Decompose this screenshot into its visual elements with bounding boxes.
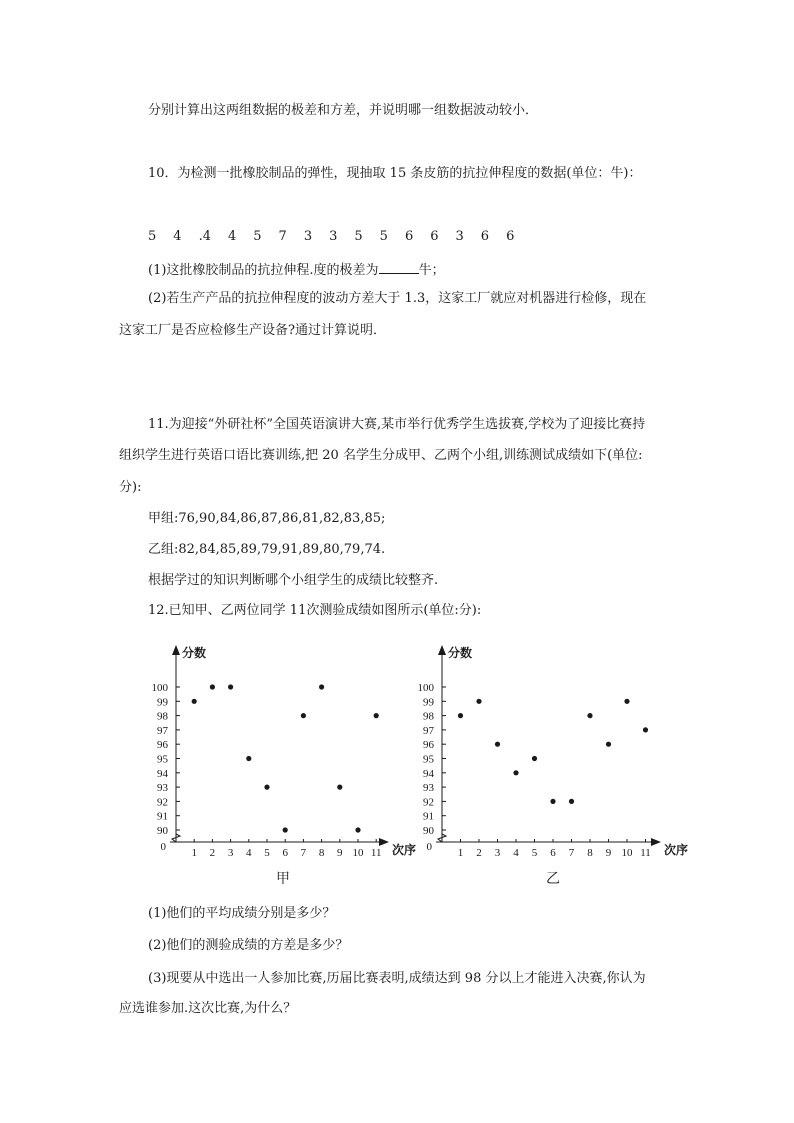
data-value: 3: [303, 229, 313, 244]
data-value: .4: [198, 229, 211, 244]
y-tick-label: 100: [151, 682, 168, 694]
question-12: 12.已知甲、乙两位同学 11次测验成绩如图所示(单位:分):: [148, 603, 482, 618]
data-value: 7: [278, 229, 287, 244]
y-tick-label: 93: [157, 782, 168, 795]
data-point: [228, 684, 233, 689]
x-axis-label: 次序: [664, 843, 689, 857]
data-point: [643, 727, 648, 732]
chart-caption: 乙: [546, 872, 560, 887]
x-tick-label: 10: [621, 847, 633, 859]
x-tick-label: 8: [587, 847, 593, 859]
data-value: 3: [455, 229, 464, 244]
y-tick-label: 100: [417, 682, 434, 694]
data-point: [624, 699, 629, 704]
data-point: [210, 684, 215, 689]
data-point: [458, 713, 463, 718]
data-value: 6: [506, 229, 515, 244]
data-value: 6: [430, 229, 439, 244]
data-point: [355, 827, 360, 832]
data-point: [569, 799, 574, 804]
q10-part1-text: (1)这批橡胶制品的抗拉伸程.度的极差为: [148, 263, 379, 278]
y-tick-label: 90: [157, 825, 168, 837]
x-tick-label: 10: [352, 847, 364, 859]
score-charts: [0, 635, 794, 905]
y-tick-label: 99: [157, 696, 168, 709]
chart-caption: 甲: [276, 872, 290, 887]
y-axis-arrow: [438, 645, 446, 655]
data-point: [606, 742, 611, 747]
data-point: [192, 699, 197, 704]
question-10: 10．为检测一批橡胶制品的弹性，现抽取 15 条皮筋的抗拉伸程度的数据(单位：牛)：: [148, 166, 642, 181]
y-tick-label: 98: [423, 710, 434, 723]
data-point: [337, 785, 342, 790]
data-point: [246, 756, 251, 761]
data-point: [550, 799, 555, 804]
data-point: [513, 770, 518, 775]
y-tick-label: 93: [423, 782, 434, 795]
q10-part2: (2)若生产产品的抗拉伸程度的波动方差大于 1.3，这家工厂就应对机器进行检修，现在: [148, 291, 647, 306]
x-tick-label: 3: [227, 847, 234, 859]
data-value: 4: [173, 229, 182, 244]
origin-label: 0: [160, 841, 166, 853]
answer-blank[interactable]: [379, 260, 419, 274]
x-tick-label: 9: [337, 847, 343, 859]
x-tick-label: 1: [191, 847, 197, 859]
question-11-unit: 分):: [119, 480, 142, 495]
y-axis-label: 分数: [448, 646, 473, 660]
q10-part1-unit: 牛；: [418, 263, 445, 278]
y-tick-label: 95: [157, 753, 168, 766]
data-point: [301, 713, 306, 718]
x-tick-label: 3: [494, 847, 501, 859]
origin-label: 0: [426, 841, 432, 853]
data-point: [319, 684, 324, 689]
data-point: [532, 756, 537, 761]
data-point: [374, 713, 379, 718]
y-tick-label: 91: [157, 810, 168, 823]
data-value: 5: [253, 229, 262, 244]
question-11-cont: 组织学生进行英语口语比赛训练,把 20 名学生分成甲、乙两个小组,训练测试成绩如下(单位:: [119, 448, 643, 463]
q10-part2-cont: 这家工厂是否应检修生产设备?通过计算说明．: [119, 323, 386, 338]
x-axis-arrow: [651, 838, 661, 846]
data-point: [495, 742, 500, 747]
scatter-chart-2: [418, 645, 689, 887]
data-point: [283, 827, 288, 832]
data-value: 5: [354, 229, 363, 244]
y-tick-label: 99: [423, 696, 434, 709]
data-value: 6: [404, 229, 414, 244]
q11-group-jia: 甲组:76,90,84,86,87,86,81,82,83,85;: [148, 511, 386, 526]
x-tick-label: 2: [476, 847, 482, 859]
y-tick-label: 90: [423, 825, 434, 837]
y-tick-label: 94: [423, 767, 434, 780]
y-tick-label: 92: [423, 796, 434, 809]
x-tick-label: 7: [568, 847, 575, 859]
x-axis-label: 次序: [392, 843, 417, 857]
q10-data-list: [148, 228, 531, 246]
data-value: 5: [148, 229, 157, 244]
x-tick-label: 5: [264, 847, 270, 859]
y-tick-label: 96: [423, 739, 434, 752]
y-tick-label: 98: [157, 710, 168, 723]
line-intro: 分别计算出这两组数据的极差和方差，并说明哪一组数据波动较小．: [148, 103, 539, 118]
data-value: 4: [227, 229, 237, 244]
q11-group-yi: 乙组:82,84,85,89,79,91,89,80,79,74.: [148, 542, 386, 557]
x-tick-label: 5: [531, 847, 538, 859]
y-axis-label: 分数: [182, 646, 207, 660]
q12-part3-cont: 应选谁参加.这次比赛,为什么？: [119, 1001, 297, 1016]
data-point: [587, 713, 592, 718]
question-11: 11.为迎接“外研社杯”全国英语演讲大赛,某市举行优秀学生选拔赛,学校为了迎接比赛持: [148, 417, 646, 432]
x-axis-arrow: [379, 838, 389, 846]
q12-part1: (1)他们的平均成绩分别是多少？: [148, 906, 336, 921]
x-tick-label: 11: [640, 847, 651, 859]
q10-part1: [148, 260, 445, 280]
y-tick-label: 95: [423, 753, 434, 766]
data-point: [264, 785, 269, 790]
x-tick-label: 8: [318, 847, 325, 859]
q12-part2: (2)他们的测验成绩的方差是多少？: [148, 938, 349, 953]
data-value: 5: [379, 229, 388, 244]
x-tick-label: 9: [605, 847, 612, 859]
x-tick-label: 11: [370, 847, 382, 859]
scatter-chart-1: [152, 645, 417, 887]
y-tick-label: 94: [157, 767, 168, 780]
y-tick-label: 96: [157, 739, 168, 752]
y-tick-label: 92: [157, 796, 168, 809]
data-point: [476, 699, 481, 704]
y-axis-arrow: [172, 645, 180, 655]
x-tick-label: 4: [513, 847, 519, 859]
x-tick-label: 2: [209, 847, 216, 859]
x-tick-label: 1: [457, 847, 464, 859]
x-tick-label: 6: [550, 847, 556, 859]
q11-ask: 根据学过的知识判断哪个小组学生的成绩比较整齐.: [148, 573, 439, 588]
data-value: 6: [480, 229, 490, 244]
x-tick-label: 7: [300, 847, 307, 859]
y-tick-label: 97: [423, 724, 434, 737]
q12-part3: (3)现要从中选出一人参加比赛,历届比赛表明,成绩达到 98 分以上才能进入决赛,你认为: [148, 971, 646, 986]
y-tick-label: 97: [157, 724, 168, 737]
x-tick-label: 6: [282, 847, 288, 859]
data-value: 3: [329, 229, 338, 244]
y-tick-label: 91: [423, 810, 434, 823]
x-tick-label: 4: [246, 847, 252, 859]
